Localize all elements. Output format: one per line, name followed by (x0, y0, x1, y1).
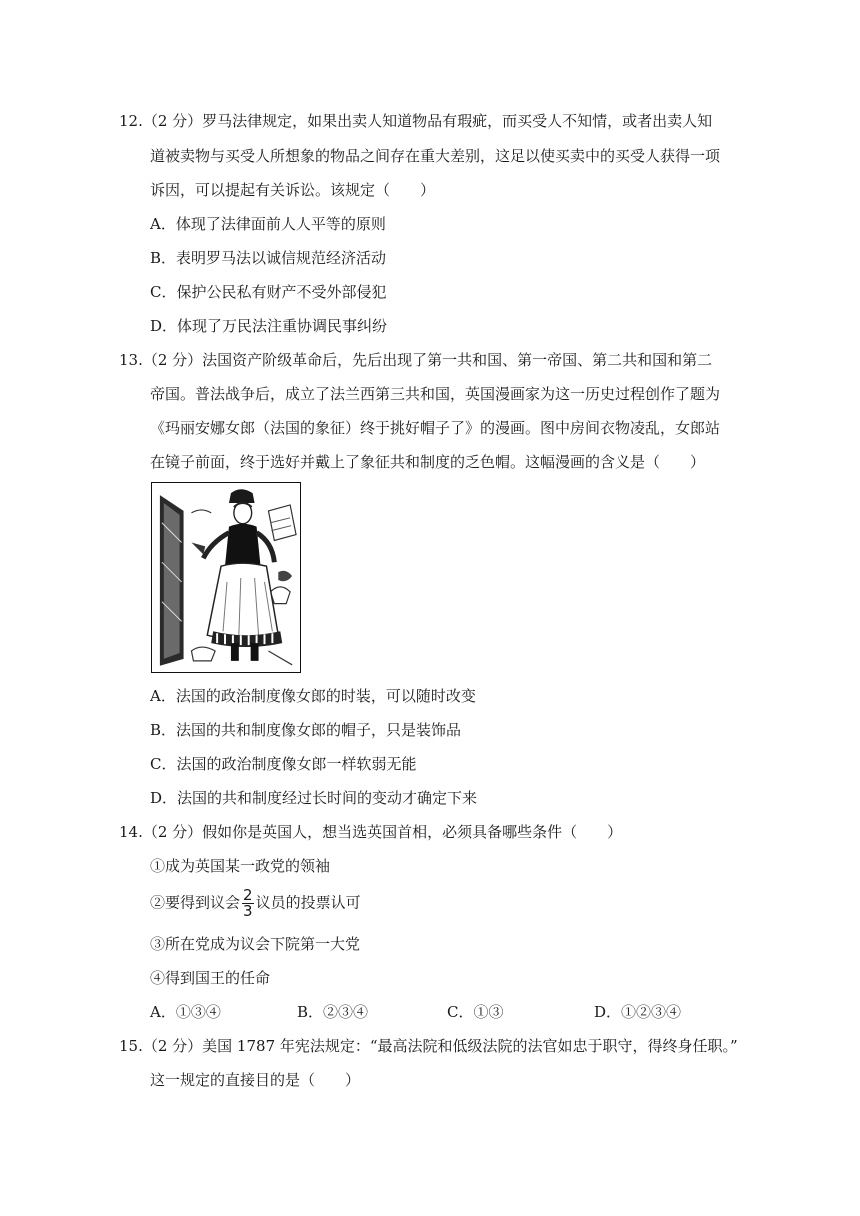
q14-option-a: A．①③④ (150, 1003, 221, 1021)
q13-stem-line-2: 帝国。普法战争后，成立了法兰西第三共和国，英国漫画家为这一历史过程创作了题为 (150, 385, 721, 403)
q14-stem: 14.（2 分）假如你是英国人，想当选英国首相，必须具备哪些条件（ ） (119, 823, 623, 841)
q13-option-b: B．法国的共和制度像女郎的帽子，只是装饰品 (150, 721, 462, 739)
q14-item-1: ①成为英国某一政党的领袖 (150, 857, 331, 875)
marianne-cartoon-image (151, 482, 301, 673)
q14-item-2 (150, 888, 361, 919)
q12-stem-line-3: 诉因，可以提起有关诉讼。该规定（ ） (150, 181, 436, 199)
q15-stem-line-1: 15.（2 分）美国 1787 年宪法规定：“最高法院和低级法院的法官如忠于职守，得终身任职。” (119, 1037, 738, 1055)
q12-option-d: D．体现了万民法注重协调民事纠纷 (150, 317, 388, 335)
q12-option-c: C．保护公民私有财产不受外部侵犯 (150, 283, 387, 301)
q12-option-a: A．体现了法律面前人人平等的原则 (150, 215, 386, 233)
fraction-numerator: 2 (243, 886, 253, 904)
q13-stem-line-1: 13.（2 分）法国资产阶级革命后，先后出现了第一共和国、第一帝国、第二共和国和第二 (119, 351, 713, 369)
q13-option-d: D．法国的共和制度经过长时间的变动才确定下来 (150, 789, 478, 807)
fraction-denominator: 3 (243, 902, 253, 920)
q14-item-2-after: 议员的投票认可 (255, 893, 361, 912)
q13-option-c: C．法国的政治制度像女郎一样软弱无能 (150, 755, 417, 773)
q14-option-d: D．①②③④ (594, 1003, 682, 1021)
q13-stem-line-4: 在镜子前面，终于选好并戴上了象征共和制度的乏色帽。这幅漫画的含义是（ ） (150, 453, 706, 471)
q13-stem-line-3: 《玛丽安娜女郎（法国的象征）终于挑好帽子了》的漫画。图中房间衣物凌乱，女郎站 (150, 419, 721, 437)
q14-option-b: B．②③④ (297, 1003, 369, 1021)
q14-option-c: C．①③ (447, 1003, 504, 1021)
q14-item-4: ④得到国王的任命 (150, 969, 271, 987)
q12-option-b: B．表明罗马法以诚信规范经济活动 (150, 249, 387, 267)
two-thirds-fraction (242, 888, 254, 919)
q14-item-3: ③所在党成为议会下院第一大党 (150, 935, 361, 953)
q12-stem-line-2: 道被卖物与买受人所想象的物品之间存在重大差别，这足以使买卖中的买受人获得一项 (150, 147, 721, 165)
q12-stem-line-1: 12.（2 分）罗马法律规定，如果出卖人知道物品有瑕疵，而买受人不知情，或者出卖人知 (119, 112, 713, 130)
q15-stem-line-2: 这一规定的直接目的是（ ） (150, 1071, 361, 1089)
q14-item-2-before: ②要得到议会 (150, 893, 241, 912)
q13-option-a: A．法国的政治制度像女郎的时装，可以随时改变 (150, 687, 476, 705)
